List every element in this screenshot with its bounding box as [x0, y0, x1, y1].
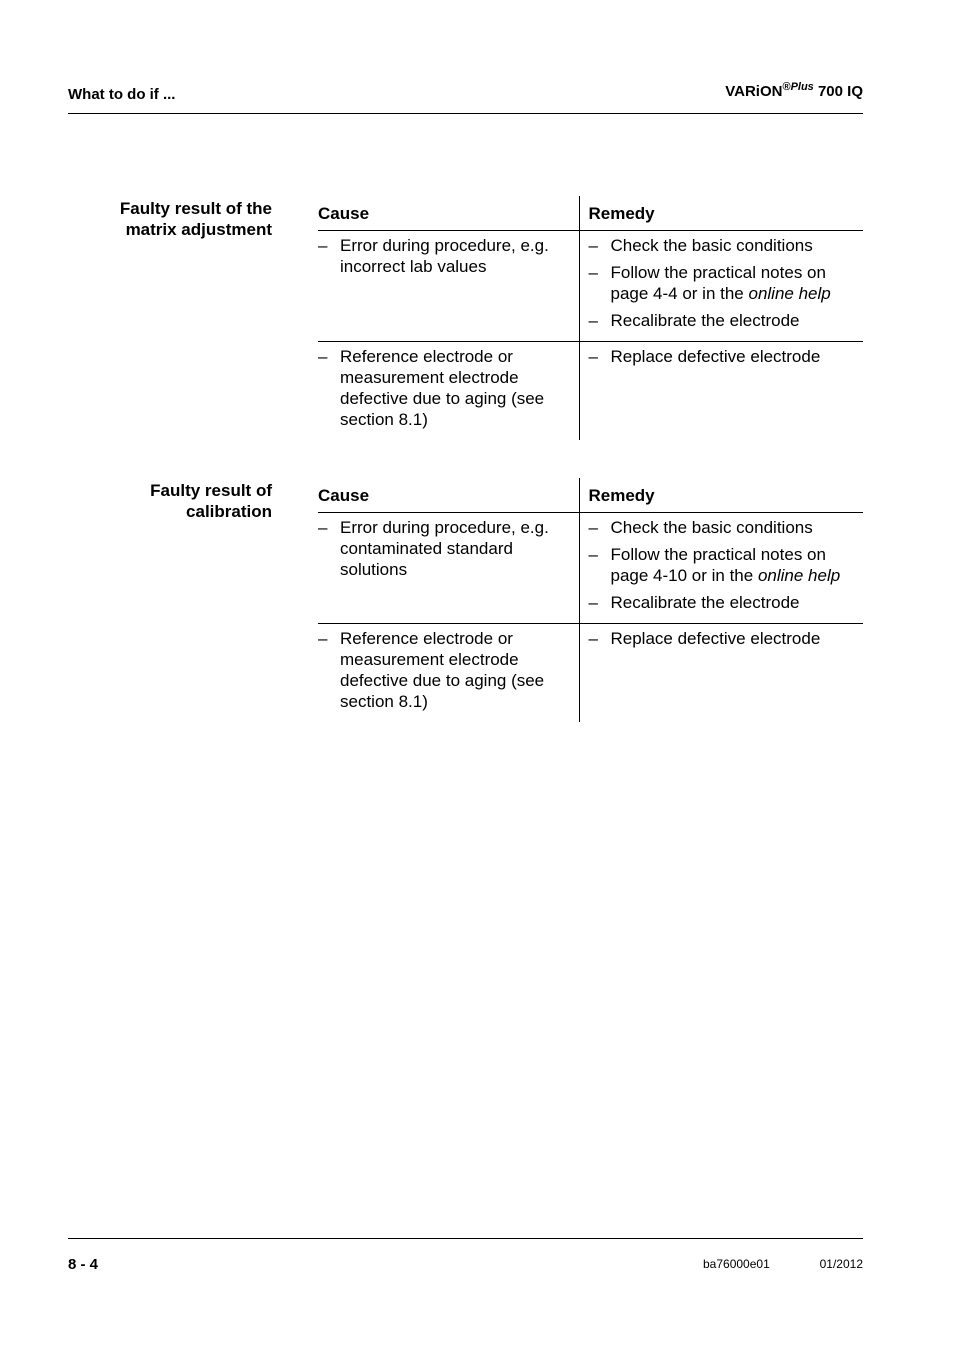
product-model: 700 IQ: [813, 83, 863, 100]
registered-mark: ®Plus: [782, 81, 814, 93]
remedy-item: – Replace defective electrode: [589, 346, 864, 367]
header-rule: [68, 113, 863, 114]
table-row: [318, 624, 863, 723]
section-label-calibration: Faulty result of calibration: [150, 481, 272, 521]
product-brand: VARiON: [725, 83, 783, 100]
footer-rule: [68, 1238, 863, 1239]
remedy-item: – Recalibrate the electrode: [589, 592, 864, 613]
remedy-item: – Follow the practical notes on page 4-10 or in the online help: [589, 544, 864, 586]
table-row: [318, 231, 863, 342]
table-row: [318, 513, 863, 624]
page-number: 8 - 4: [68, 1256, 99, 1273]
cause-remedy-table-calibration: [318, 478, 863, 722]
column-header-remedy: Remedy: [579, 196, 863, 231]
table-row: [318, 342, 863, 441]
remedy-item: – Replace defective electrode: [589, 628, 864, 649]
document-id: ba76000e01: [703, 1257, 770, 1271]
cause-item: – Reference electrode or measurement electrode defective due to aging (see section 8.1): [318, 628, 579, 712]
cause-item: – Error during procedure, e.g. incorrect lab values: [318, 235, 579, 277]
column-header-cause: Cause: [318, 196, 579, 231]
running-header-title: What to do if ...: [68, 86, 176, 103]
cause-item: – Reference electrode or measurement electrode defective due to aging (see section 8.1): [318, 346, 579, 430]
cause-remedy-table-matrix: [318, 196, 863, 440]
running-header-product: [725, 83, 863, 100]
document-date: 01/2012: [819, 1257, 863, 1271]
remedy-item: – Follow the practical notes on page 4-4 or in the online help: [589, 262, 864, 304]
column-header-remedy: Remedy: [579, 478, 863, 513]
section-label-matrix-adjustment: Faulty result of the matrix adjustment: [119, 199, 272, 239]
column-header-cause: Cause: [318, 478, 579, 513]
remedy-item: – Recalibrate the electrode: [589, 310, 864, 331]
cause-item: – Error during procedure, e.g. contaminated standard solutions: [318, 517, 579, 580]
remedy-item: – Check the basic conditions: [589, 517, 864, 538]
remedy-item: – Check the basic conditions: [589, 235, 864, 256]
